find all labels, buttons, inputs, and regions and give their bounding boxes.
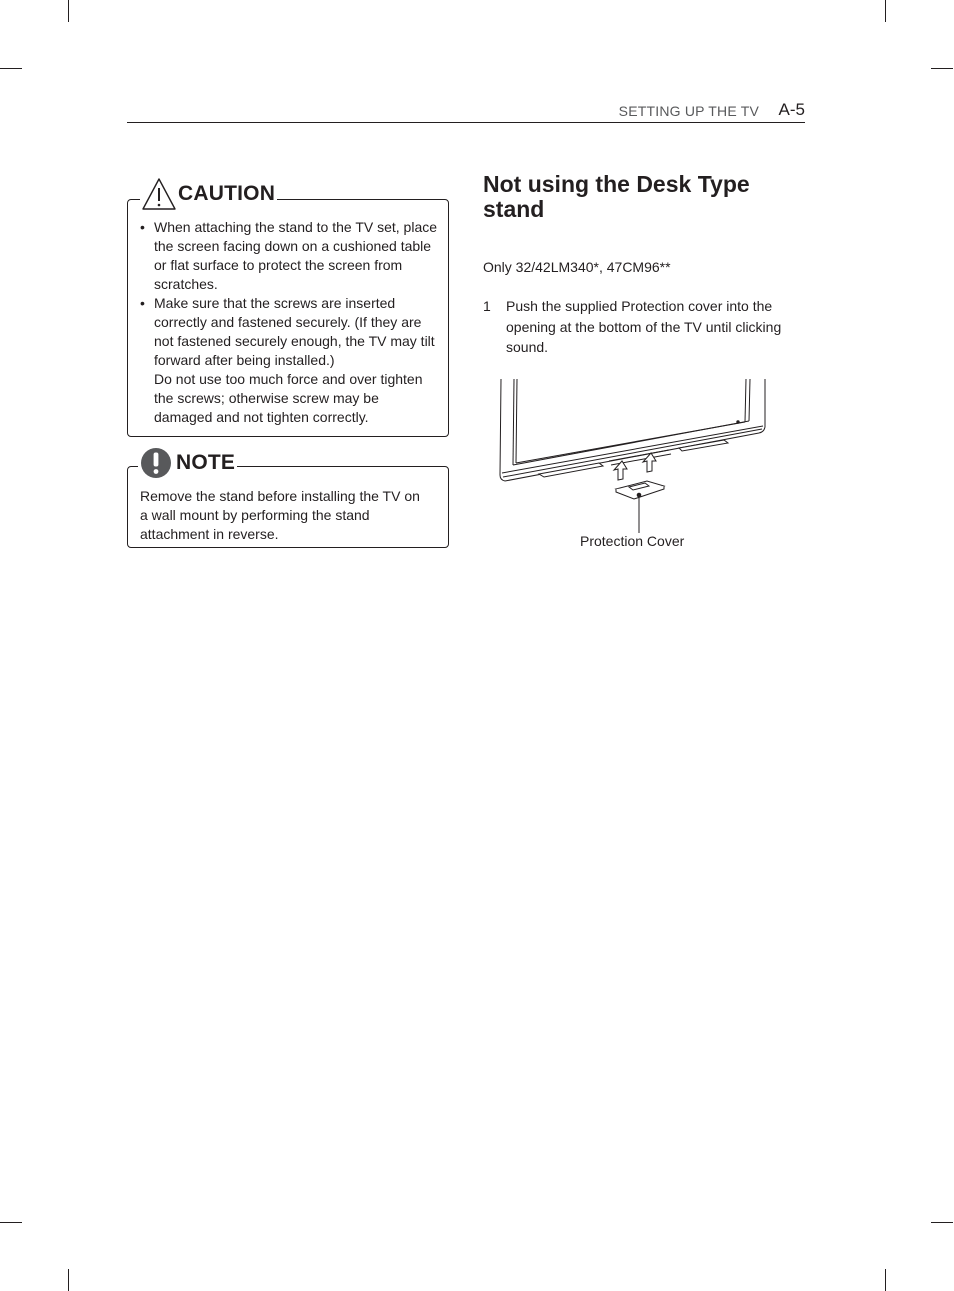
crop-mark xyxy=(68,0,69,22)
exclamation-circle-icon xyxy=(138,446,174,480)
crop-mark xyxy=(0,68,22,69)
caution-item-text: • Make sure that the screws are inserted correctly and fastened securely. (If they are not fastened securely enough, the TV may tilt forward after being installed.) xyxy=(154,295,435,368)
caution-item-extra: Do not use too much force and over tighten the screws; otherwise screw may be damaged and not tighten correctly. xyxy=(154,371,423,425)
crop-mark xyxy=(931,68,953,69)
tv-bottom-illustration xyxy=(499,377,769,537)
caution-label: CAUTION xyxy=(178,182,276,205)
crop-mark xyxy=(885,1269,886,1291)
list-item xyxy=(140,218,440,294)
crop-mark xyxy=(0,1222,22,1223)
caution-item-text: • When attaching the stand to the TV set, place the screen facing down on a cushioned table or flat surface to protect the screen from scratches. xyxy=(154,219,438,292)
note-header xyxy=(138,445,237,481)
caution-header xyxy=(140,175,277,213)
crop-mark xyxy=(885,0,886,22)
caution-box xyxy=(127,182,449,437)
figure-caption: Protection Cover xyxy=(580,533,685,549)
crop-mark xyxy=(931,1222,953,1223)
crop-mark xyxy=(68,1269,69,1291)
header-section-title: SETTING UP THE TV xyxy=(618,103,759,119)
page-number: A-5 xyxy=(778,100,805,119)
model-applicability: Only 32/42LM340*, 47CM96** xyxy=(483,259,671,275)
caution-list xyxy=(140,218,440,427)
running-header xyxy=(127,98,805,123)
note-label: NOTE xyxy=(176,451,236,474)
note-box xyxy=(127,451,449,548)
section-title: Not using the Desk Type stand xyxy=(483,171,750,222)
step-number: 1 xyxy=(483,298,491,314)
step-text: Push the supplied Protection cover into the opening at the bottom of the TV until clicking sound. xyxy=(506,298,782,355)
list-item xyxy=(140,294,440,427)
note-text: Remove the stand before installing the TV on a wall mount by performing the stand attachment in reverse. xyxy=(140,488,420,542)
warning-triangle-icon xyxy=(140,176,178,212)
